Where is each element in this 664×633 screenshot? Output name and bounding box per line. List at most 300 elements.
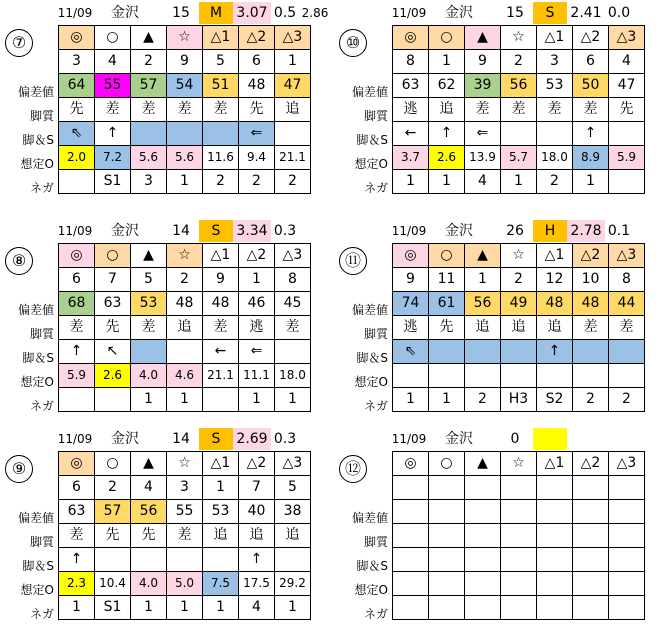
row-label: 脚＆S	[22, 133, 54, 147]
deviation-cell	[537, 500, 573, 524]
grid-row-hensachi	[59, 292, 311, 316]
position-arrow-cell	[609, 340, 645, 364]
grid-row-kyakushitsu	[59, 316, 311, 340]
deviation-cell	[393, 500, 429, 524]
race-odds-1: 2.78	[567, 220, 605, 242]
negative-cell: 1	[167, 170, 203, 194]
horse-number-cell: 6	[59, 268, 95, 292]
deviation-cell: 63	[393, 74, 429, 98]
horse-number-cell	[537, 476, 573, 500]
row-label: 脚＆S	[356, 133, 388, 147]
grid-row-numbers	[59, 50, 311, 74]
horse-number-cell: 6	[573, 50, 609, 74]
deviation-cell: 63	[59, 500, 95, 524]
mark-cell: △3	[275, 26, 311, 50]
deviation-cell: 56	[131, 500, 167, 524]
position-arrow-cell: ↖	[95, 340, 131, 364]
deviation-cell: 46	[239, 292, 275, 316]
expected-odds-cell: 2.3	[59, 572, 95, 596]
position-arrow-cell	[167, 122, 203, 146]
expected-odds-cell: 17.5	[239, 572, 275, 596]
grid-row-nega	[393, 596, 645, 620]
position-arrow-cell	[609, 122, 645, 146]
grid-row-hensachi	[59, 500, 311, 524]
deviation-cell: 53	[203, 500, 239, 524]
horse-number-cell: 9	[393, 268, 429, 292]
mark-cell: ○	[95, 244, 131, 268]
row-label: 偏差値	[351, 85, 388, 99]
mark-cell: ▲	[131, 244, 167, 268]
race-odds-3	[633, 428, 664, 450]
negative-cell	[465, 596, 501, 620]
horse-number-cell: 1	[203, 476, 239, 500]
position-arrow-cell: ↑	[239, 548, 275, 572]
race-mark	[533, 428, 567, 450]
deviation-cell: 48	[573, 292, 609, 316]
horse-number-cell: 11	[429, 268, 465, 292]
expected-odds-cell	[465, 364, 501, 388]
deviation-cell: 47	[609, 74, 645, 98]
race-odds-1: 3.07	[233, 2, 271, 24]
grid-row-marks	[393, 244, 645, 268]
horse-number-cell: 3	[59, 50, 95, 74]
position-arrow-cell: ↑	[95, 122, 131, 146]
expected-odds-cell: 21.1	[203, 364, 239, 388]
position-arrow-cell	[167, 340, 203, 364]
mark-cell: ☆	[167, 452, 203, 476]
deviation-cell: 55	[95, 74, 131, 98]
row-label: 脚＆S	[22, 351, 54, 365]
race-odds-2	[605, 428, 633, 450]
running-style-cell: 差	[573, 98, 609, 122]
horse-number-cell: 7	[95, 268, 131, 292]
deviation-cell: 44	[609, 292, 645, 316]
running-style-cell: 追	[465, 316, 501, 340]
race-venue: 金沢	[111, 431, 139, 447]
negative-cell: S1	[95, 596, 131, 620]
race-header	[334, 2, 664, 24]
position-arrow-cell	[131, 548, 167, 572]
race-header	[0, 428, 330, 450]
prediction-grid	[392, 25, 645, 194]
running-style-cell: 先	[609, 98, 645, 122]
horse-number-cell: 5	[275, 476, 311, 500]
grid-row-kyakushitsu	[393, 524, 645, 548]
deviation-cell: 40	[239, 500, 275, 524]
grid-row-hensachi	[393, 292, 645, 316]
mark-cell: △3	[275, 244, 311, 268]
position-arrow-cell	[573, 340, 609, 364]
race-odds-3	[633, 2, 664, 24]
mark-cell: ▲	[465, 452, 501, 476]
negative-cell	[95, 388, 131, 412]
deviation-cell: 68	[59, 292, 95, 316]
race-odds-3	[299, 428, 331, 450]
row-label: ネガ	[29, 399, 54, 413]
position-arrow-cell: ←	[393, 122, 429, 146]
deviation-cell	[501, 500, 537, 524]
mark-cell: ○	[429, 244, 465, 268]
horse-number-cell	[573, 476, 609, 500]
running-style-cell: 先	[429, 316, 465, 340]
running-style-cell: 差	[131, 316, 167, 340]
row-label: 脚質	[29, 535, 54, 549]
deviation-cell: 63	[95, 292, 131, 316]
deviation-cell	[573, 500, 609, 524]
mark-cell: △2	[239, 452, 275, 476]
expected-odds-cell: 11.6	[203, 146, 239, 170]
expected-odds-cell: 10.4	[95, 572, 131, 596]
mark-cell: △1	[203, 26, 239, 50]
grid-row-soutei	[59, 572, 311, 596]
expected-odds-cell	[501, 364, 537, 388]
running-style-cell: 差	[537, 98, 573, 122]
position-arrow-cell	[275, 122, 311, 146]
deviation-cell: 49	[501, 292, 537, 316]
mark-cell: ◎	[393, 244, 429, 268]
deviation-cell	[429, 500, 465, 524]
race-venue: 金沢	[111, 223, 139, 239]
race-block	[0, 428, 330, 633]
row-label: 想定O	[354, 375, 388, 389]
expected-odds-cell: 29.2	[275, 572, 311, 596]
running-style-cell: 先	[95, 316, 131, 340]
row-label: ネガ	[363, 181, 388, 195]
row-label: 偏差値	[17, 511, 54, 525]
running-style-cell	[573, 524, 609, 548]
position-arrow-cell	[429, 340, 465, 364]
running-style-cell: 追	[239, 524, 275, 548]
row-label: 脚質	[29, 109, 54, 123]
horse-number-cell: 3	[167, 476, 203, 500]
running-style-cell: 先	[131, 524, 167, 548]
race-odds-1	[567, 428, 605, 450]
expected-odds-cell	[609, 572, 645, 596]
prediction-grid	[392, 243, 645, 412]
expected-odds-cell	[501, 572, 537, 596]
position-arrow-cell	[609, 548, 645, 572]
running-style-cell	[429, 524, 465, 548]
position-arrow-cell	[501, 340, 537, 364]
mark-cell: △2	[239, 26, 275, 50]
row-label: 想定O	[20, 157, 54, 171]
horse-number-cell: 1	[429, 50, 465, 74]
mark-cell: ◎	[59, 26, 95, 50]
prediction-grid	[392, 451, 645, 620]
race-odds-1: 2.69	[233, 428, 271, 450]
race-block	[0, 2, 330, 207]
horse-number-cell: 2	[501, 50, 537, 74]
grid-row-marks	[59, 244, 311, 268]
mark-cell: △2	[573, 244, 609, 268]
running-style-cell: 追	[203, 524, 239, 548]
deviation-cell: 56	[501, 74, 537, 98]
negative-cell: 2	[203, 170, 239, 194]
race-odds-2: 0.0	[607, 5, 631, 21]
horse-number-cell: 5	[131, 268, 167, 292]
negative-cell: 1	[167, 388, 203, 412]
expected-odds-cell: 4.0	[131, 572, 167, 596]
race-number: ⑨	[5, 455, 33, 483]
deviation-cell: 54	[167, 74, 203, 98]
grid-row-ashi	[59, 340, 311, 364]
running-style-cell: 追	[167, 316, 203, 340]
mark-cell: ○	[95, 26, 131, 50]
race-mark: M	[199, 2, 233, 24]
position-arrow-cell	[501, 122, 537, 146]
mark-cell: △3	[609, 244, 645, 268]
deviation-cell: 50	[573, 74, 609, 98]
running-style-cell: 差	[95, 98, 131, 122]
deviation-cell: 48	[537, 292, 573, 316]
deviation-cell: 48	[167, 292, 203, 316]
grid-row-numbers	[393, 50, 645, 74]
mark-cell: ☆	[167, 26, 203, 50]
mark-cell: ○	[429, 26, 465, 50]
mark-cell: ▲	[131, 26, 167, 50]
mark-cell: ☆	[501, 452, 537, 476]
deviation-cell: 61	[429, 292, 465, 316]
mark-cell: ▲	[131, 452, 167, 476]
position-arrow-cell: ←	[203, 340, 239, 364]
position-arrow-cell: ⇖	[59, 122, 95, 146]
expected-odds-cell: 2.6	[429, 146, 465, 170]
running-style-cell: 逃	[393, 98, 429, 122]
mark-cell: △2	[573, 452, 609, 476]
negative-cell: 1	[393, 388, 429, 412]
running-style-cell: 追	[501, 316, 537, 340]
horse-number-cell: 9	[465, 50, 501, 74]
expected-odds-cell	[537, 364, 573, 388]
position-arrow-cell: ⇐	[239, 340, 275, 364]
grid-row-nega	[59, 596, 311, 620]
running-style-cell: 差	[59, 316, 95, 340]
deviation-cell: 74	[393, 292, 429, 316]
race-date: 11/09	[391, 6, 427, 20]
mark-cell: △2	[239, 244, 275, 268]
race-venue: 金沢	[445, 223, 473, 239]
negative-cell	[609, 170, 645, 194]
position-arrow-cell	[501, 548, 537, 572]
horse-number-cell: 1	[275, 50, 311, 74]
row-label: 想定O	[20, 583, 54, 597]
horse-number-cell: 1	[239, 268, 275, 292]
running-style-cell: 差	[167, 524, 203, 548]
position-arrow-cell	[203, 122, 239, 146]
position-arrow-cell	[275, 548, 311, 572]
position-arrow-cell	[131, 340, 167, 364]
mark-cell: ◎	[59, 244, 95, 268]
deviation-cell: 39	[465, 74, 501, 98]
race-odds-3	[299, 220, 331, 242]
expected-odds-cell: 5.9	[609, 146, 645, 170]
position-arrow-cell: ↑	[59, 340, 95, 364]
row-label: 偏差値	[17, 85, 54, 99]
running-style-cell	[501, 524, 537, 548]
position-arrow-cell	[95, 548, 131, 572]
race-count: 14	[172, 223, 190, 239]
grid-row-numbers	[59, 268, 311, 292]
negative-cell	[609, 596, 645, 620]
race-header	[334, 220, 664, 242]
grid-row-ashi	[59, 548, 311, 572]
position-arrow-cell: ⇐	[239, 122, 275, 146]
position-arrow-cell	[393, 548, 429, 572]
mark-cell: △1	[203, 452, 239, 476]
grid-row-ashi	[59, 122, 311, 146]
row-label: ネガ	[29, 607, 54, 621]
position-arrow-cell	[537, 122, 573, 146]
grid-row-kyakushitsu	[393, 98, 645, 122]
mark-cell: △1	[203, 244, 239, 268]
horse-number-cell: 9	[203, 268, 239, 292]
expected-odds-cell	[429, 572, 465, 596]
race-date: 11/09	[57, 6, 93, 20]
position-arrow-cell	[573, 548, 609, 572]
negative-cell: 1	[393, 170, 429, 194]
deviation-cell: 51	[203, 74, 239, 98]
race-odds-1: 3.34	[233, 220, 271, 242]
position-arrow-cell: ↑	[429, 122, 465, 146]
mark-cell: △3	[275, 452, 311, 476]
position-arrow-cell	[167, 548, 203, 572]
row-label: ネガ	[363, 399, 388, 413]
row-label: 想定O	[354, 157, 388, 171]
deviation-cell: 57	[131, 74, 167, 98]
mark-cell: ○	[429, 452, 465, 476]
running-style-cell: 差	[59, 524, 95, 548]
negative-cell: 1	[573, 170, 609, 194]
negative-cell	[59, 170, 95, 194]
horse-number-cell: 5	[203, 50, 239, 74]
running-style-cell: 差	[573, 316, 609, 340]
expected-odds-cell: 13.9	[465, 146, 501, 170]
negative-cell: 1	[203, 596, 239, 620]
row-label: ネガ	[29, 181, 54, 195]
row-label: 脚質	[363, 327, 388, 341]
deviation-cell: 53	[537, 74, 573, 98]
race-number: ⑩	[339, 29, 367, 57]
expected-odds-cell: 7.2	[95, 146, 131, 170]
row-label: ネガ	[363, 607, 388, 621]
horse-number-cell: 2	[167, 268, 203, 292]
race-date: 11/09	[391, 224, 427, 238]
race-header	[0, 220, 330, 242]
position-arrow-cell	[203, 548, 239, 572]
row-label: 脚質	[29, 327, 54, 341]
negative-cell: 1	[131, 388, 167, 412]
mark-cell: △3	[609, 452, 645, 476]
deviation-cell: 62	[429, 74, 465, 98]
negative-cell: 1	[131, 596, 167, 620]
running-style-cell: 差	[131, 98, 167, 122]
negative-cell: 1	[275, 596, 311, 620]
grid-row-ashi	[393, 122, 645, 146]
race-number: ⑧	[5, 247, 33, 275]
horse-number-cell: 8	[609, 268, 645, 292]
expected-odds-cell: 2.6	[95, 364, 131, 388]
race-odds-3	[633, 220, 664, 242]
deviation-cell: 47	[275, 74, 311, 98]
row-label: 想定O	[354, 583, 388, 597]
row-labels	[0, 506, 58, 626]
horse-number-cell: 3	[537, 50, 573, 74]
deviation-cell: 38	[275, 500, 311, 524]
running-style-cell: 追	[275, 524, 311, 548]
deviation-cell: 53	[131, 292, 167, 316]
running-style-cell: 差	[203, 98, 239, 122]
running-style-cell: 先	[239, 98, 275, 122]
deviation-cell: 48	[203, 292, 239, 316]
row-label: 脚＆S	[22, 559, 54, 573]
row-label: 想定O	[20, 375, 54, 389]
horse-number-cell: 6	[239, 50, 275, 74]
running-style-cell: 先	[95, 524, 131, 548]
race-odds-1: 2.41	[567, 2, 605, 24]
grid-row-hensachi	[59, 74, 311, 98]
expected-odds-cell: 5.9	[59, 364, 95, 388]
race-count: 15	[172, 5, 190, 21]
grid-row-marks	[393, 26, 645, 50]
race-number: ⑪	[339, 247, 367, 275]
grid-row-nega	[59, 388, 311, 412]
position-arrow-cell	[429, 548, 465, 572]
race-odds-2: 0.3	[273, 431, 297, 447]
deviation-cell: 57	[95, 500, 131, 524]
expected-odds-cell: 18.0	[537, 146, 573, 170]
grid-row-kyakushitsu	[59, 98, 311, 122]
horse-number-cell: 1	[465, 268, 501, 292]
grid-row-marks	[59, 452, 311, 476]
position-arrow-cell	[537, 548, 573, 572]
negative-cell: 1	[239, 388, 275, 412]
mark-cell: △1	[537, 452, 573, 476]
running-style-cell: 差	[167, 98, 203, 122]
negative-cell: 1	[501, 170, 537, 194]
negative-cell: S2	[537, 388, 573, 412]
prediction-grid	[58, 243, 311, 412]
grid-row-numbers	[59, 476, 311, 500]
running-style-cell: 先	[59, 98, 95, 122]
expected-odds-cell: 5.7	[501, 146, 537, 170]
horse-number-cell: 9	[167, 50, 203, 74]
expected-odds-cell: 9.4	[239, 146, 275, 170]
grid-row-numbers	[393, 268, 645, 292]
negative-cell: 1	[167, 596, 203, 620]
grid-row-soutei	[393, 364, 645, 388]
horse-number-cell: 2	[131, 50, 167, 74]
horse-number-cell: 8	[393, 50, 429, 74]
race-number: ⑦	[5, 29, 33, 57]
expected-odds-cell	[393, 572, 429, 596]
expected-odds-cell	[609, 364, 645, 388]
expected-odds-cell: 8.9	[573, 146, 609, 170]
race-block	[334, 428, 664, 633]
position-arrow-cell: ↑	[59, 548, 95, 572]
negative-cell	[573, 596, 609, 620]
race-mark: S	[533, 2, 567, 24]
grid-row-hensachi	[393, 74, 645, 98]
expected-odds-cell: 11.1	[239, 364, 275, 388]
position-arrow-cell: ⇖	[393, 340, 429, 364]
race-venue: 金沢	[111, 5, 139, 21]
row-label: 脚質	[363, 535, 388, 549]
deviation-cell: 56	[465, 292, 501, 316]
mark-cell: ☆	[167, 244, 203, 268]
position-arrow-cell	[131, 122, 167, 146]
row-label: 偏差値	[351, 303, 388, 317]
expected-odds-cell	[573, 364, 609, 388]
